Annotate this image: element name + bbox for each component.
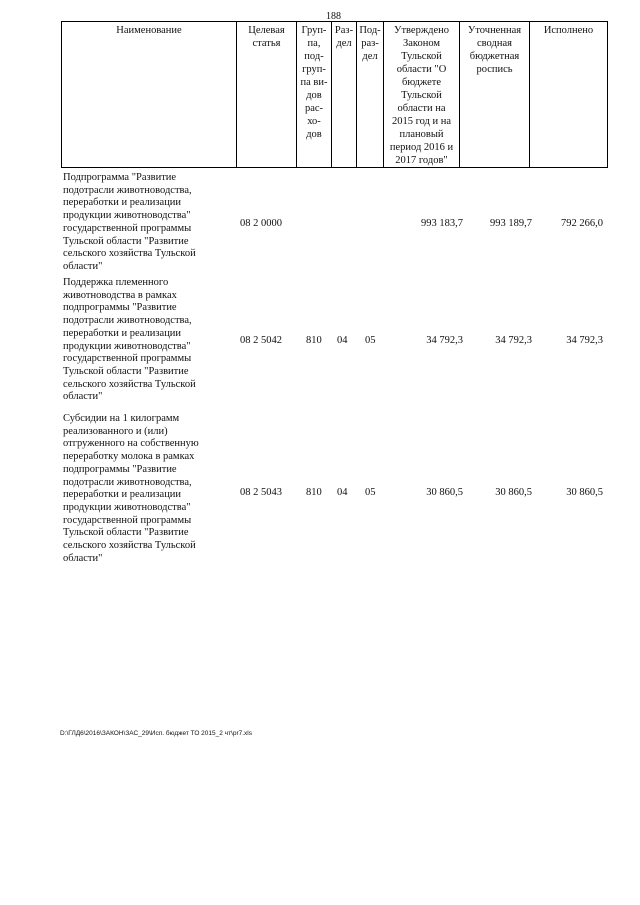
footer-file-path: D:\ГЛД6\2016\ЗАКОН\ЗАС_29\Исп. бюджет ТО 2015_2 чт\pr7.xls xyxy=(60,730,252,737)
column-header-expense-group: Груп- па, под- груп- па ви- дов рас- хо- дов xyxy=(297,22,332,168)
row-approved: 993 183,7 xyxy=(421,218,463,229)
row-subsection: 05 xyxy=(365,335,376,346)
row-refined: 34 792,3 xyxy=(495,335,532,346)
row-target-article: 08 2 0000 xyxy=(240,218,282,229)
row-refined: 993 189,7 xyxy=(490,218,532,229)
row-name: Субсидии на 1 килограмм реализованного и (или) отгруженного на собственную переработку молока в рамках подпрограммы "Развитие подотрасли животноводства, переработки и реализации продукции животноводства" государственной программы Тульской области "Развитие сельского хозяйства Тульской области" xyxy=(63,413,199,564)
row-executed: 30 860,5 xyxy=(566,487,603,498)
row-group: 810 xyxy=(306,335,322,346)
row-group: 810 xyxy=(306,487,322,498)
row-name: Подпрограмма "Развитие подотрасли животноводства, переработки и реализации продукции животноводства" государственной программы Тульской области "Развитие сельского хозяйства Тульской области" xyxy=(63,172,196,272)
row-approved: 30 860,5 xyxy=(426,487,463,498)
row-section: 04 xyxy=(337,487,348,498)
column-header-approved: Утверждено Законом Тульской области "О бюджете Тульской области на 2015 год и на плановый период 2016 и 2017 годов" xyxy=(384,22,460,168)
row-refined: 30 860,5 xyxy=(495,487,532,498)
row-section: 04 xyxy=(337,335,348,346)
row-approved: 34 792,3 xyxy=(426,335,463,346)
page-number: 188 xyxy=(326,11,341,22)
column-header-name: Наименование xyxy=(62,22,237,168)
column-header-section: Раз- дел xyxy=(332,22,357,168)
row-target-article: 08 2 5043 xyxy=(240,487,282,498)
column-header-refined: Уточненная сводная бюджетная роспись xyxy=(460,22,530,168)
row-subsection: 05 xyxy=(365,487,376,498)
row-target-article: 08 2 5042 xyxy=(240,335,282,346)
row-executed: 792 266,0 xyxy=(561,218,603,229)
column-header-executed: Исполнено xyxy=(530,22,608,168)
column-header-subsection: Под- раз- дел xyxy=(357,22,384,168)
row-name: Поддержка племенного животноводства в рамках подпрограммы "Развитие подотрасли животноводства, переработки и реализации продукции животноводства" государственной программы Тульской области "Развитие сельского хозяйства Тульской области" xyxy=(63,277,196,403)
column-header-target-article: Целевая статья xyxy=(237,22,297,168)
row-executed: 34 792,3 xyxy=(566,335,603,346)
